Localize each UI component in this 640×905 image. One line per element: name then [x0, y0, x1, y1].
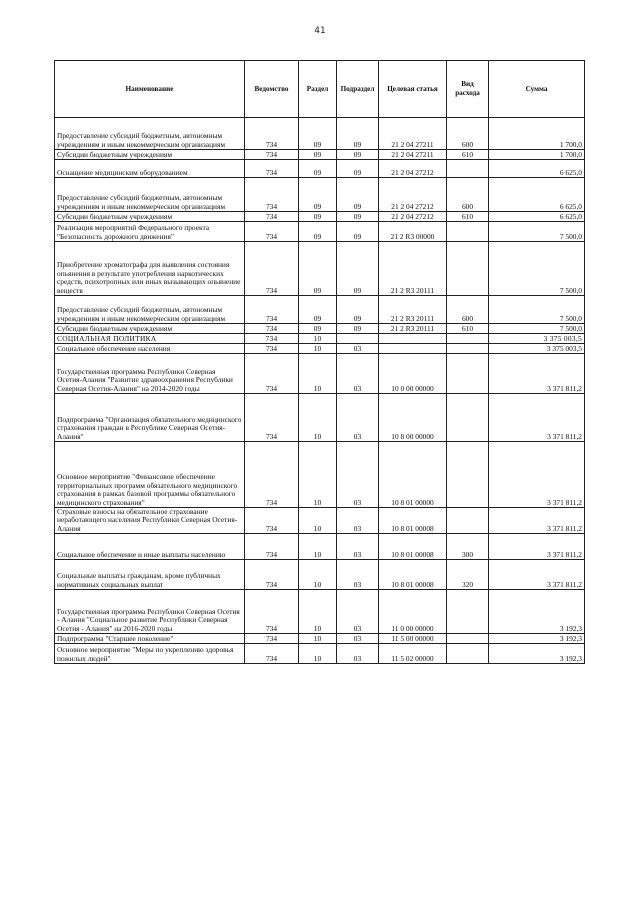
row-kind — [447, 344, 489, 354]
row-dept: 734 — [245, 334, 299, 344]
row-dept: 734 — [245, 344, 299, 354]
row-dept: 734 — [245, 394, 299, 442]
row-dept: 734 — [245, 508, 299, 534]
row-kind — [447, 590, 489, 634]
row-dept: 734 — [245, 160, 299, 178]
row-name: Социальные выплаты гражданам, кроме публичных нормативных социальных выплат — [55, 560, 245, 590]
row-kind: 300 — [447, 534, 489, 560]
table-row — [55, 634, 585, 644]
row-name: Субсидии бюджетным учреждениям — [55, 150, 245, 160]
row-subsection: 09 — [337, 222, 379, 242]
row-subsection: 03 — [337, 354, 379, 394]
row-kind: 320 — [447, 560, 489, 590]
row-dept: 734 — [245, 150, 299, 160]
row-section: 10 — [299, 644, 337, 664]
row-subsection: 09 — [337, 118, 379, 150]
row-kind — [447, 160, 489, 178]
row-target: 10 8 01 00008 — [379, 560, 447, 590]
row-dept: 734 — [245, 354, 299, 394]
row-kind — [447, 508, 489, 534]
row-subsection: 03 — [337, 508, 379, 534]
row-kind: 610 — [447, 150, 489, 160]
row-subsection: 09 — [337, 150, 379, 160]
row-target: 21 2 04 27211 — [379, 150, 447, 160]
row-dept: 734 — [245, 296, 299, 324]
row-section: 09 — [299, 222, 337, 242]
row-name: Оснащение медицинским оборудованием — [55, 160, 245, 178]
row-name: Подпрограмма "Организация обязательного медицинского страхования граждан в Республике Северная Осетия-Алания" — [55, 394, 245, 442]
row-name: Основное мероприятие "Меры по укреплению здоровья пожилых людей" — [55, 644, 245, 664]
row-section: 10 — [299, 508, 337, 534]
row-kind — [447, 334, 489, 344]
row-subsection: 03 — [337, 644, 379, 664]
row-amount: 3 192,3 — [489, 634, 585, 644]
table-row — [55, 160, 585, 178]
row-name: СОЦИАЛЬНАЯ ПОЛИТИКА — [55, 334, 245, 344]
header-amount: Сумма — [489, 61, 585, 118]
row-kind — [447, 442, 489, 508]
table-row — [55, 296, 585, 324]
row-kind: 600 — [447, 296, 489, 324]
row-name: Субсидии бюджетным учреждениям — [55, 212, 245, 222]
row-amount: 3 192,3 — [489, 644, 585, 664]
row-kind — [447, 222, 489, 242]
row-kind: 600 — [447, 118, 489, 150]
row-dept: 734 — [245, 178, 299, 212]
row-section: 10 — [299, 590, 337, 634]
table-row — [55, 324, 585, 334]
table-row — [55, 118, 585, 150]
row-kind — [447, 644, 489, 664]
table-row — [55, 644, 585, 664]
row-dept: 734 — [245, 534, 299, 560]
header-dept: Ведомство — [245, 61, 299, 118]
row-subsection: 03 — [337, 442, 379, 508]
row-subsection — [337, 334, 379, 344]
table-row — [55, 222, 585, 242]
header-target: Целевая статья — [379, 61, 447, 118]
row-target — [379, 344, 447, 354]
row-subsection: 03 — [337, 394, 379, 442]
row-name: Предоставление субсидий бюджетным, автономным учреждениям и иным некоммерческим организациям — [55, 178, 245, 212]
table-body — [55, 118, 585, 664]
row-section: 10 — [299, 394, 337, 442]
row-target: 11 0 00 00000 — [379, 590, 447, 634]
table-row — [55, 590, 585, 634]
table-row — [55, 178, 585, 212]
row-name: Социальное обеспечение и иные выплаты населению — [55, 534, 245, 560]
row-dept: 734 — [245, 644, 299, 664]
row-dept: 734 — [245, 118, 299, 150]
table-row — [55, 242, 585, 296]
table-row — [55, 534, 585, 560]
row-section: 09 — [299, 212, 337, 222]
row-amount: 3 371 811,2 — [489, 560, 585, 590]
budget-table — [54, 60, 585, 664]
page-number: 41 — [314, 26, 326, 36]
row-amount: 3 371 811,2 — [489, 394, 585, 442]
row-section: 09 — [299, 118, 337, 150]
row-name: Предоставление субсидий бюджетным, автономным учреждениям и иным некоммерческим организациям — [55, 118, 245, 150]
row-amount: 3 371 811,2 — [489, 508, 585, 534]
row-subsection: 09 — [337, 324, 379, 334]
row-amount: 3 371 811,2 — [489, 354, 585, 394]
row-section: 09 — [299, 324, 337, 334]
header-section: Раздел — [299, 61, 337, 118]
row-section: 09 — [299, 160, 337, 178]
row-target: 21 2 R3 20111 — [379, 296, 447, 324]
row-name: Субсидии бюджетным учреждениям — [55, 324, 245, 334]
row-dept: 734 — [245, 222, 299, 242]
row-subsection: 03 — [337, 634, 379, 644]
row-target: 21 2 04 27212 — [379, 212, 447, 222]
row-target: 21 2 04 27211 — [379, 118, 447, 150]
row-name: Предоставление субсидий бюджетным, автономным учреждениям и иным некоммерческим организациям — [55, 296, 245, 324]
row-subsection: 03 — [337, 560, 379, 590]
row-target: 10 8 00 00000 — [379, 394, 447, 442]
row-amount: 7 500,0 — [489, 222, 585, 242]
row-kind — [447, 242, 489, 296]
row-subsection: 03 — [337, 534, 379, 560]
row-section: 10 — [299, 334, 337, 344]
table-row — [55, 212, 585, 222]
row-name: Государственная программа Республики Северная Осетия-Алания "Развитие здравоохранения Республики Северная Осетия-Алания" на 2014-2020 годы — [55, 354, 245, 394]
row-amount: 3 371 811,2 — [489, 442, 585, 508]
row-amount: 7 500,0 — [489, 242, 585, 296]
row-amount: 1 700,0 — [489, 150, 585, 160]
row-target: 10 8 01 00008 — [379, 508, 447, 534]
row-target — [379, 334, 447, 344]
row-section: 09 — [299, 242, 337, 296]
row-amount: 7 500,0 — [489, 296, 585, 324]
table-row — [55, 560, 585, 590]
table-row — [55, 508, 585, 534]
row-target: 21 2 R3 20111 — [379, 324, 447, 334]
row-section: 10 — [299, 354, 337, 394]
row-section: 10 — [299, 634, 337, 644]
row-section: 09 — [299, 178, 337, 212]
row-amount: 1 700,0 — [489, 118, 585, 150]
row-subsection: 03 — [337, 590, 379, 634]
row-subsection: 09 — [337, 296, 379, 324]
row-kind — [447, 634, 489, 644]
row-target: 10 0 00 00000 — [379, 354, 447, 394]
row-amount: 7 500,0 — [489, 324, 585, 334]
row-dept: 734 — [245, 324, 299, 334]
table-row — [55, 394, 585, 442]
row-name: Основное мероприятие "Финансовое обеспечение территориальных программ обязательного медицинского страхования в рамках базовой программы обязательного медицинского страхования" — [55, 442, 245, 508]
table-header-row — [55, 61, 585, 118]
table-row — [55, 354, 585, 394]
row-dept: 734 — [245, 242, 299, 296]
row-amount: 3 375 003,5 — [489, 344, 585, 354]
row-name: Государственная программа Республики Северная Осетия - Алания "Социальное развитие Республики Северная Осетия - Алания" на 2016-2020 годы — [55, 590, 245, 634]
row-dept: 734 — [245, 560, 299, 590]
row-amount: 6 625,0 — [489, 178, 585, 212]
row-target: 21 2 04 27212 — [379, 178, 447, 212]
row-target: 10 8 01 00008 — [379, 534, 447, 560]
table-row — [55, 334, 585, 344]
row-section: 10 — [299, 442, 337, 508]
row-name: Социальное обеспечение населения — [55, 344, 245, 354]
row-amount: 6 625,0 — [489, 160, 585, 178]
row-kind: 600 — [447, 178, 489, 212]
row-target: 21 2 R3 00000 — [379, 222, 447, 242]
row-amount: 6 625,0 — [489, 212, 585, 222]
table-row — [55, 150, 585, 160]
row-kind — [447, 394, 489, 442]
row-subsection: 09 — [337, 242, 379, 296]
row-name: Подпрограмма "Старшее поколение" — [55, 634, 245, 644]
row-subsection: 03 — [337, 344, 379, 354]
header-kind: Вид расхода — [447, 61, 489, 118]
row-dept: 734 — [245, 634, 299, 644]
row-amount: 3 371 811,2 — [489, 534, 585, 560]
row-kind: 610 — [447, 212, 489, 222]
row-section: 09 — [299, 150, 337, 160]
row-subsection: 09 — [337, 160, 379, 178]
row-target: 21 2 R3 20111 — [379, 242, 447, 296]
row-target: 11 5 02 00000 — [379, 644, 447, 664]
row-amount: 3 192,3 — [489, 590, 585, 634]
row-subsection: 09 — [337, 178, 379, 212]
row-dept: 734 — [245, 442, 299, 508]
row-section: 09 — [299, 296, 337, 324]
row-target: 10 8 01 00000 — [379, 442, 447, 508]
row-name: Реализация мероприятий Федерального проекта "Безопасность дорожного движения" — [55, 222, 245, 242]
row-kind: 610 — [447, 324, 489, 334]
row-dept: 734 — [245, 212, 299, 222]
header-name: Наименование — [55, 61, 245, 118]
row-dept: 734 — [245, 590, 299, 634]
row-target: 21 2 04 27212 — [379, 160, 447, 178]
row-section: 10 — [299, 534, 337, 560]
row-name: Приобретение хроматографа для выявления состояния опьянения в результате употребления наркотических средств, психотропных или иных вызывающих опьянение веществ — [55, 242, 245, 296]
table-row — [55, 344, 585, 354]
row-target: 11 5 00 00000 — [379, 634, 447, 644]
header-subsection: Подраздел — [337, 61, 379, 118]
row-amount: 3 375 003,5 — [489, 334, 585, 344]
row-section: 10 — [299, 344, 337, 354]
row-kind — [447, 354, 489, 394]
row-section: 10 — [299, 560, 337, 590]
row-subsection: 09 — [337, 212, 379, 222]
table-row — [55, 442, 585, 508]
row-name: Страховые взносы на обязательное страхование неработающего населения Республики Северная Осетия-Алания — [55, 508, 245, 534]
